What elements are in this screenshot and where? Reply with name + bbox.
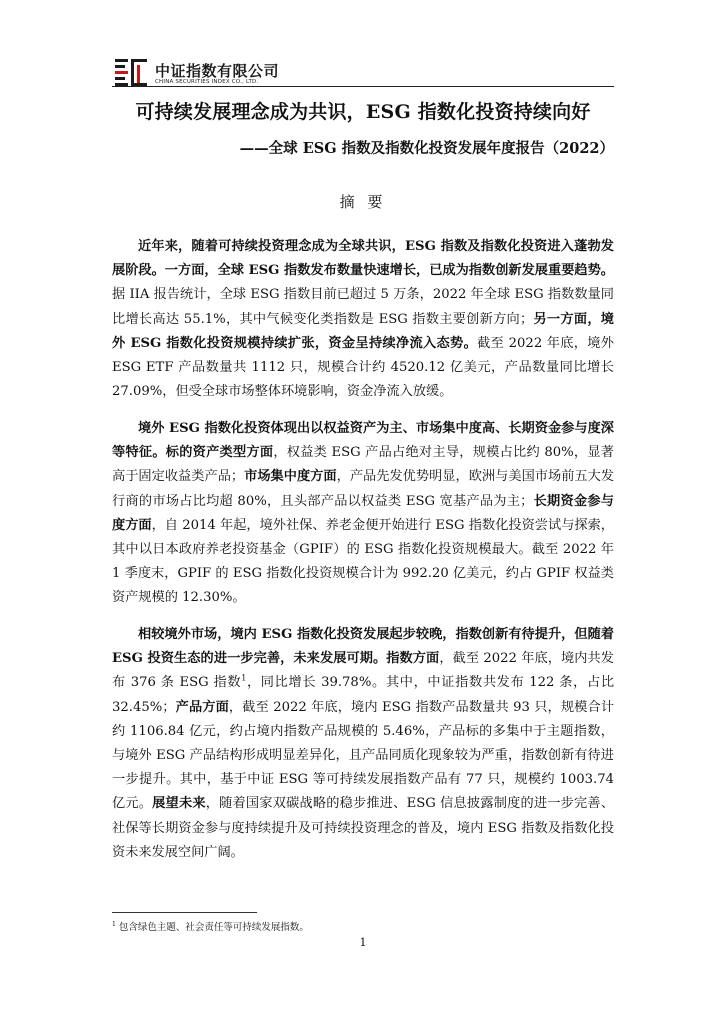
- paragraph-1: [112, 235, 614, 404]
- p2-bold-1: 境外 ESG 指数化投资体现出以权益资产为主、市场集中度高、长期资金参与度深等特征。标的资产类型方面: [112, 421, 614, 461]
- p2-text-3: ，自 2014 年起，境外社保、养老金便开始进行 ESG 指数化投资尝试与探索，其中以日本政府养老投资基金（GPIF）的 ESG 指数化投资规模最大。截至 2022 年 1 季度末，GPIF 的 ESG 指数化投资规模合计为 992.20 亿美元，约占 GPIF 权益类资产规模的 12.30%。: [112, 517, 614, 606]
- p3-bold-2: 产品方面: [175, 699, 229, 715]
- paragraph-3: [112, 623, 614, 865]
- p3-text-1b: ，同比增长 39.78%。其中，中证指数共发布 122 条，占比 32.45%；: [112, 675, 615, 715]
- company-name-cn: 中证指数有限公司: [155, 62, 280, 80]
- csi-logo-icon: [115, 58, 149, 86]
- page-number: 1: [359, 936, 367, 949]
- document-title: 可持续发展理念成为共识，ESG 指数化投资持续向好: [135, 101, 591, 123]
- p3-text-2: ，截至 2022 年底，境内 ESG 指数产品数量共 93 只，规模合计约 1106.84 亿元，约占境内指数产品规模的 5.46%，产品标的多集中于主题指数，与境外 ESG 产品结构形成明显差异化，且产品同质化现象较为严重，指数创新有待进一步提升。其中，基于中证 ESG 等可持续发展指数产品有 77 只，规模约 1003.74 亿元。: [112, 699, 615, 812]
- p3-text-3: ，随着国家双碳战略的稳步推进、ESG 信息披露制度的进一步完善、社保等长期资金参与度持续提升及可持续投资理念的普及，境内 ESG 指数及指数化投资未来发展空间广阔。: [112, 796, 615, 860]
- p3-text-1a: ，截至 2022 年底，境内共发布 376 条 ESG 指数: [112, 651, 614, 691]
- footnote-mark: 1: [112, 921, 116, 928]
- document-subtitle: ——全球 ESG 指数及指数化投资发展年度报告（2022）: [239, 140, 614, 157]
- p3-bold-3: 展望未来: [152, 796, 206, 812]
- p1-bold-1: 近年来，随着可持续投资理念成为全球共识，ESG 指数及指数化投资进入蓬勃发展阶段。一方面，全球 ESG 指数发布数量快速增长，已成为指数创新发展重要趋势。: [112, 239, 614, 279]
- footnote: [112, 918, 614, 934]
- footnote-text: 包含绿色主题、社会责任等可持续发展指数。: [118, 922, 309, 934]
- paragraph-2: [112, 417, 614, 611]
- footnote-ref[interactable]: 1: [241, 674, 247, 684]
- footnote-divider: [112, 912, 257, 913]
- p2-text-2: ，产品先发优势明显，欧洲与美国市场前五大发行商的市场占比均超 80%，且头部产品以权益类 ESG 宽基产品为主；: [112, 469, 615, 509]
- header-divider: [112, 86, 614, 87]
- p1-text-2: 截至 2022 年底，境外 ESG ETF 产品数量共 1112 只，规模合计约 4520.12 亿美元，产品数量同比增长 27.09%，但受全球市场整体环境影响，资金净流入放缓。: [112, 335, 614, 400]
- section-heading: 摘 要: [339, 193, 387, 211]
- p1-bold-2: 另一方面，境外 ESG 指数化投资规模持续扩张，资金呈持续净流入态势。: [112, 311, 614, 351]
- p2-bold-2: 市场集中度方面: [244, 469, 337, 485]
- company-name-en: CHINA SECURITIES INDEX CO., LTD.: [155, 79, 259, 85]
- p1-text-1: 据 IIA 报告统计，全球 ESG 指数目前已超过 5 万条，2022 年全球 ESG 指数数量同比增长高达 55.1%，其中气候变化类指数是 ESG 指数主要创新方向；: [112, 287, 614, 327]
- p2-text-1: ，权益类 ESG 产品占绝对主导，规模占比约 80%，显著高于固定收益类产品；: [112, 445, 614, 485]
- p2-bold-3: 长期资金参与度方面: [112, 493, 614, 533]
- p3-bold-1: 相较境外市场，境内 ESG 指数化投资发展起步较晚，指数创新有待提升，但随着 ESG 投资生态的进一步完善，未来发展可期。指数方面: [112, 627, 614, 667]
